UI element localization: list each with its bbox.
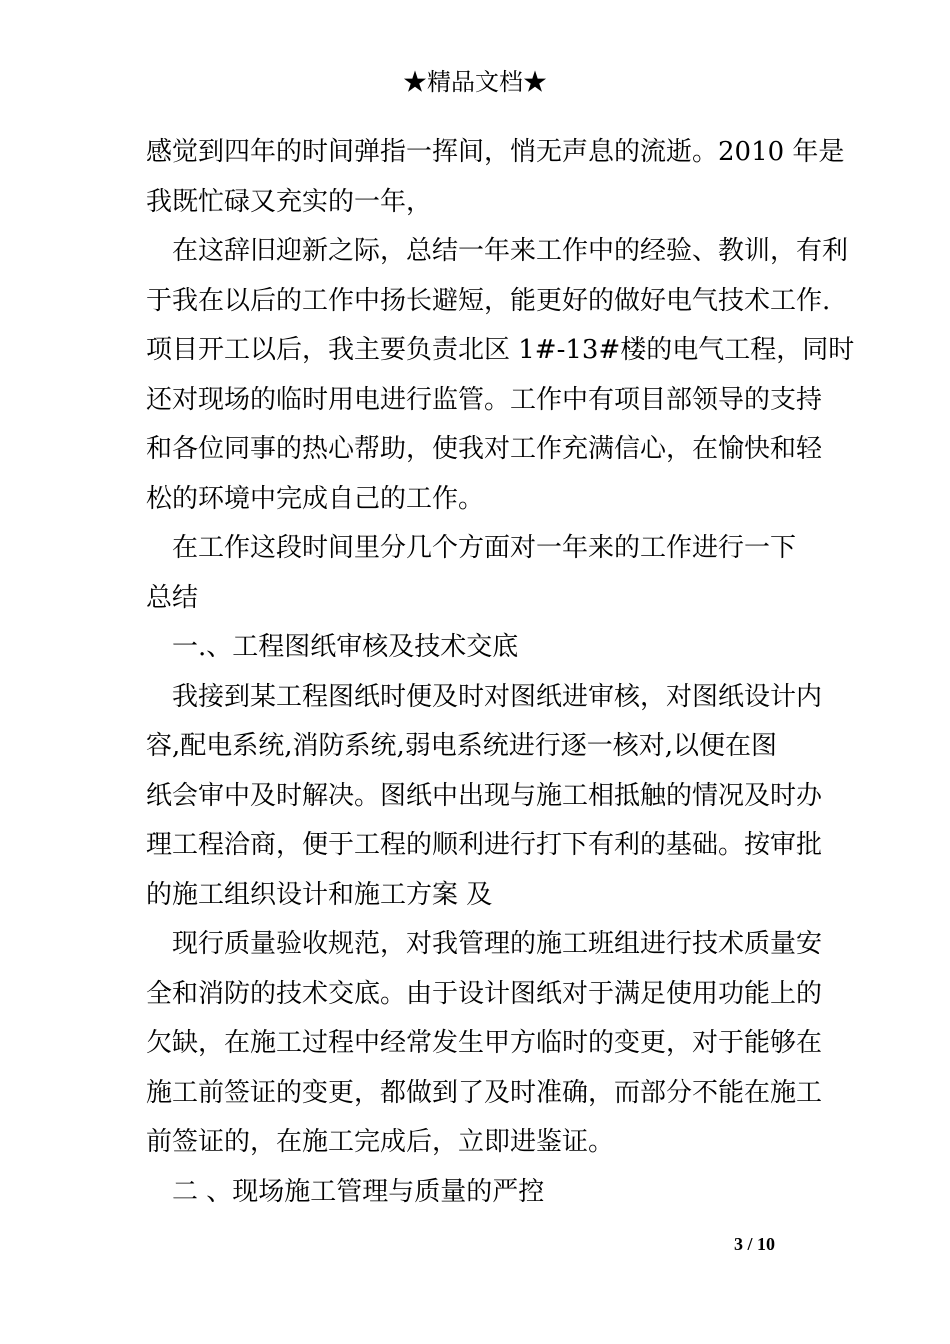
text-line: 前签证的，在施工完成后，立即进鉴证。: [146, 1127, 615, 1157]
text-line: 感觉到四年的时间弹指一挥间，悄无声息的流逝。2010 年是: [146, 137, 845, 167]
text-line: 全和消防的技术交底。由于设计图纸对于满足使用功能上的: [146, 978, 823, 1009]
text-line: 和各位同事的热心帮助，使我对工作充满信心，在愉快和轻: [146, 434, 823, 464]
text-line: 松的环境中完成自己的工作。: [146, 483, 485, 514]
text-line: 施工前签证的变更，都做到了及时准确，而部分不能在施工: [146, 1077, 823, 1108]
document-body: [146, 128, 855, 1217]
document-header-title: ★精品文档★: [403, 68, 547, 96]
text-line: 理工程洽商，便于工程的顺利进行打下有利的基础。按审批: [146, 830, 823, 860]
text-line: 在这辞旧迎新之际，总结一年来工作中的经验、教训，有利: [172, 236, 849, 266]
text-line: 容,配电系统,消防系统,弱电系统进行逐一核对,以便在图: [146, 731, 778, 761]
section-heading: 二 、现场施工管理与质量的严控: [172, 1176, 545, 1207]
text-line: 纸会审中及时解决。图纸中出现与施工相抵触的情况及时办: [146, 780, 823, 811]
text-line: 还对现场的临时用电进行监管。工作中有项目部领导的支持: [146, 384, 823, 415]
text-line: 欠缺，在施工过程中经常发生甲方临时的变更，对于能够在: [146, 1028, 823, 1058]
text-line: 我既忙碌又充实的一年，: [146, 186, 433, 217]
text-line: 项目开工以后，我主要负责北区 1#-13#楼的电气工程，同时: [146, 335, 855, 365]
text-line: 现行质量验收规范，对我管理的施工班组进行技术质量安: [172, 929, 823, 959]
text-line: 在工作这段时间里分几个方面对一年来的工作进行一下: [172, 533, 797, 563]
page-number: 3 / 10: [734, 1234, 776, 1254]
text-line: 的施工组织设计和施工方案 及: [146, 879, 493, 910]
text-line: 我接到某工程图纸时便及时对图纸进审核，对图纸设计内: [172, 681, 823, 712]
text-line: 总结: [146, 582, 199, 613]
section-heading: 一.、工程图纸审核及技术交底: [172, 632, 519, 662]
text-line: 于我在以后的工作中扬长避短，能更好的做好电气技术工作.: [146, 285, 831, 316]
